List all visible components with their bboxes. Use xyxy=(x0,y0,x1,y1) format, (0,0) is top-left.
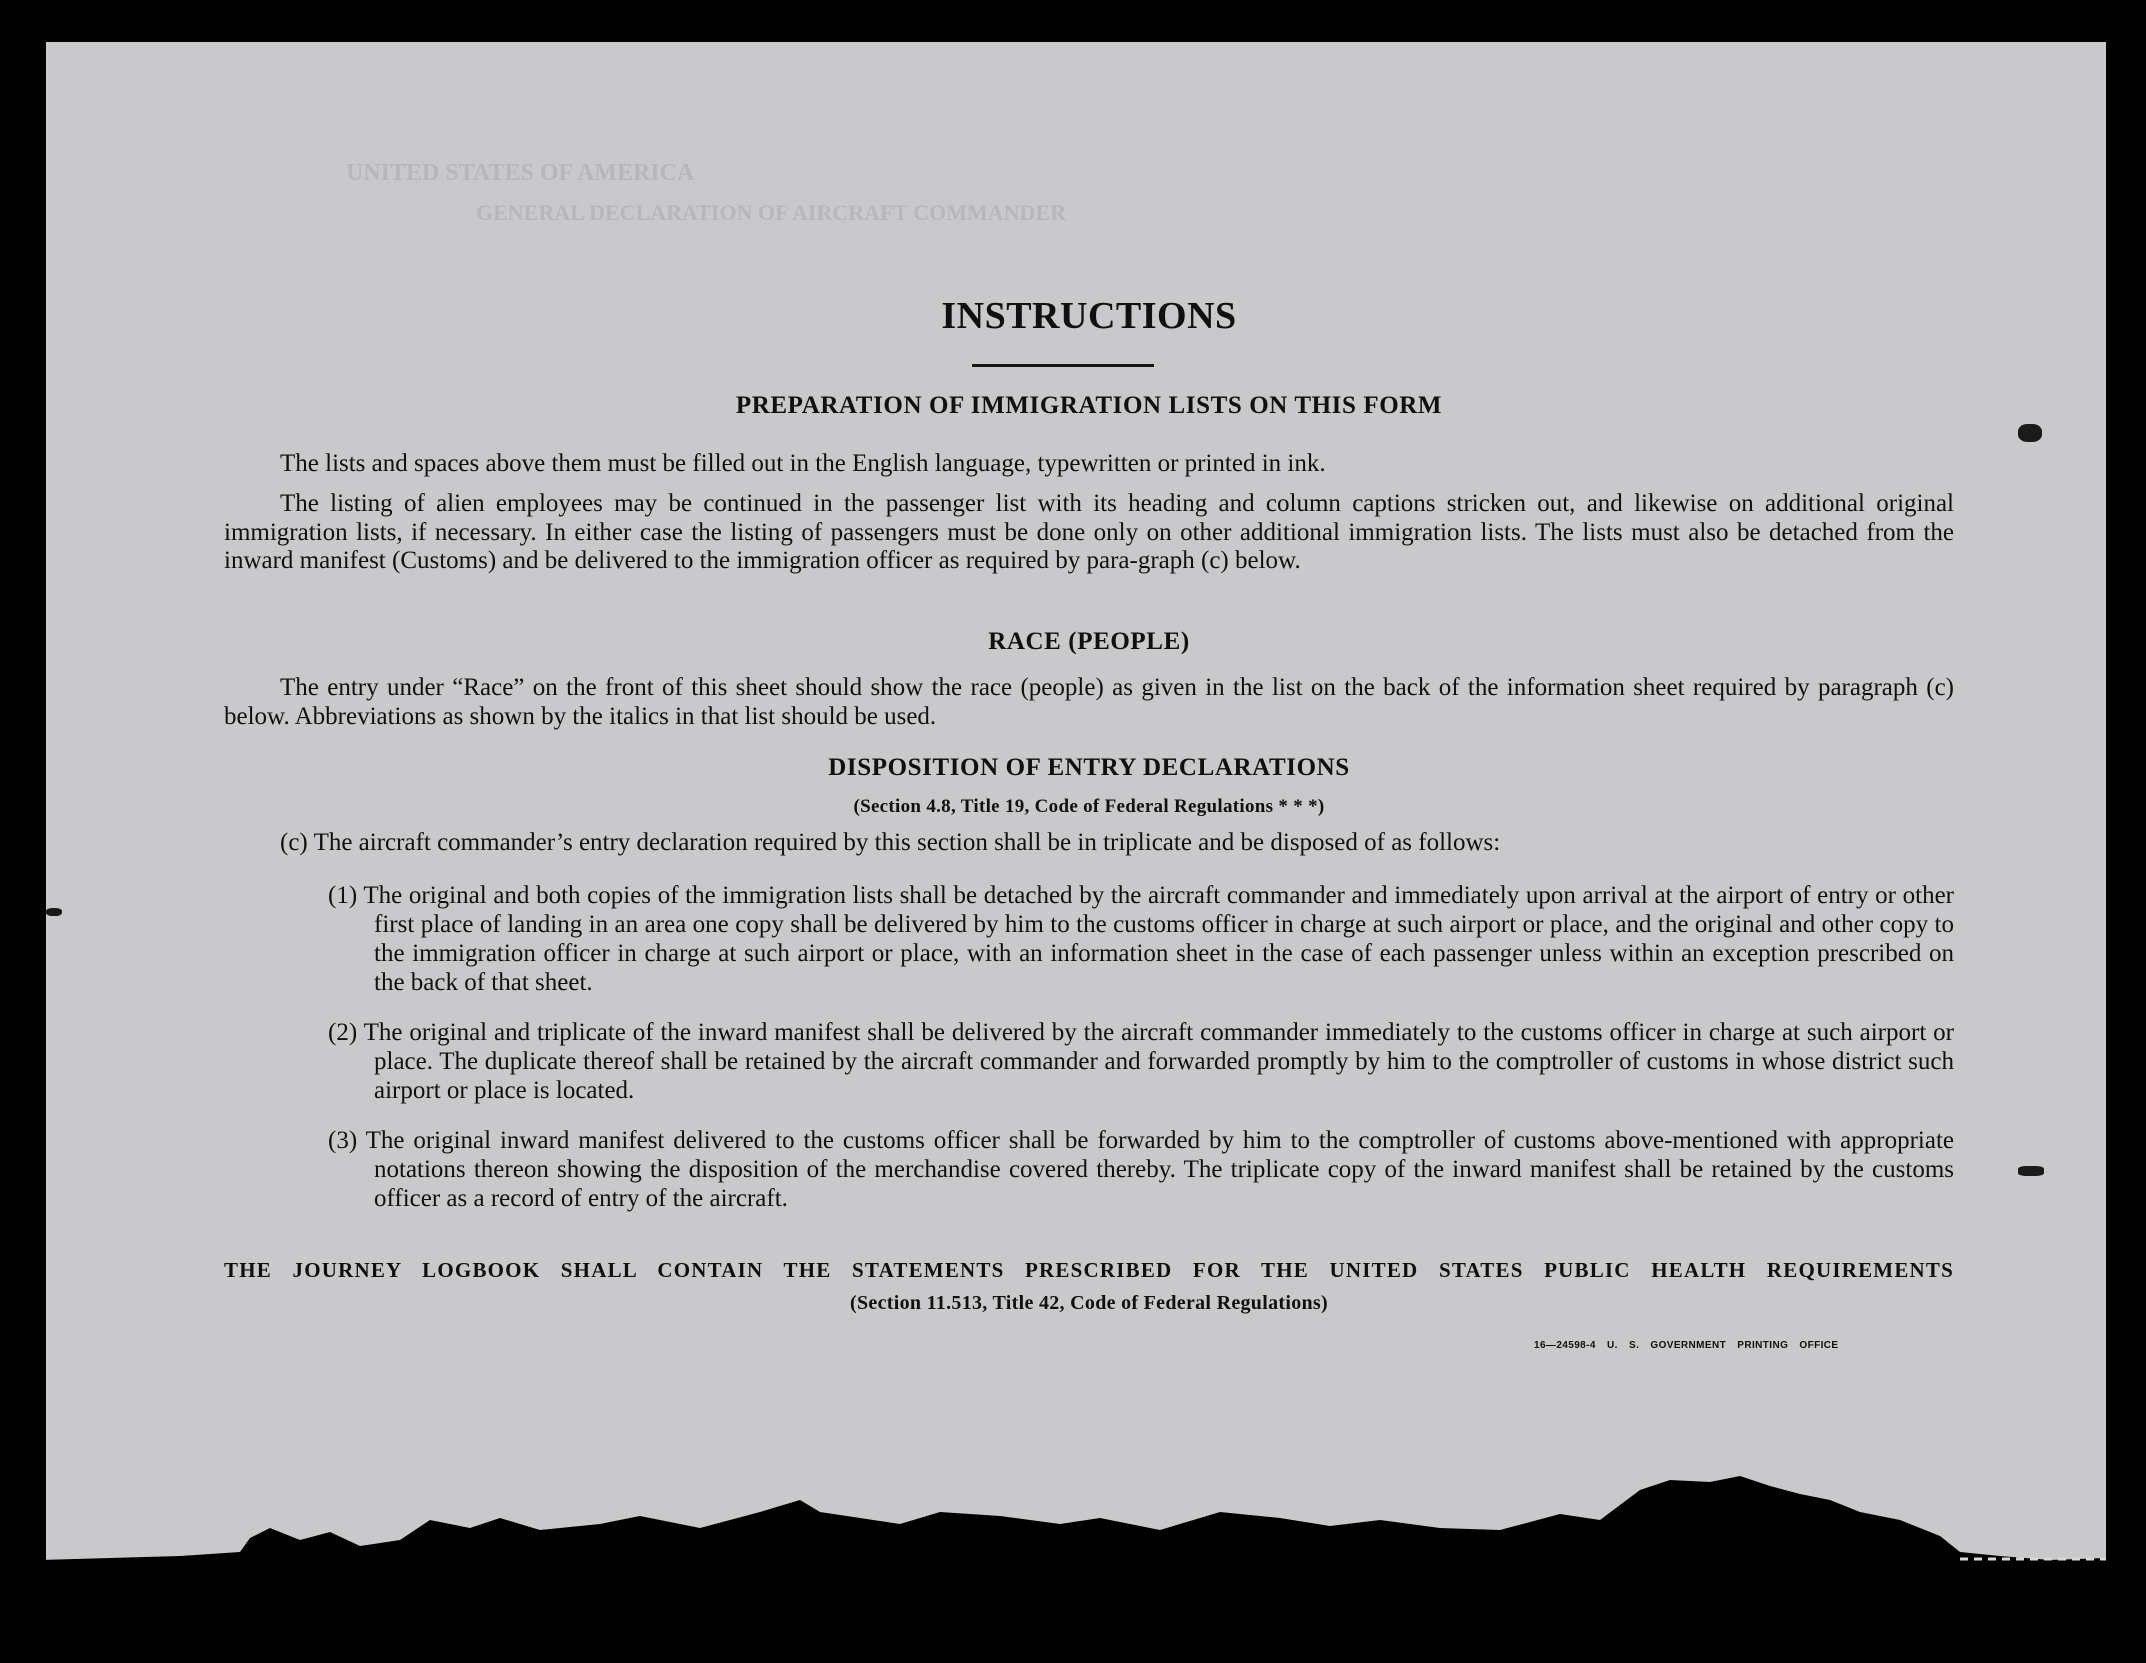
list-item-text: The original and both copies of the immigration lists shall be detached by the aircraft commander and immediately upon arrival at the airport of entry or other first place of landing in an area one copy shall be delivered by him to the customs officer in charge at such airport or place, and the original and other copy to the immigration officer in charge at such airport or place, with an information sheet in the case of each passenger unless within an exception prescribed on the back of that sheet. xyxy=(363,882,1954,996)
preparation-heading: PREPARATION OF IMMIGRATION LISTS ON THIS FORM xyxy=(735,392,1443,419)
disposition-heading: DISPOSITION OF ENTRY DECLARATIONS xyxy=(828,754,1350,781)
list-item-body xyxy=(328,881,1954,997)
list-item xyxy=(328,1126,1954,1213)
intro-text: The aircraft commander’s entry declaration required by this section shall be in triplicate and be disposed of as follows: xyxy=(313,829,1501,856)
list-item xyxy=(328,881,1954,997)
list-item-text: The original inward manifest delivered to the customs officer shall be forwarded by him to the comptroller of customs above-mentioned with appropriate notations thereon showing the disposition of the merchandise covered thereby. The triplicate copy of the inward manifest shall be retained by the customs officer as a record of entry of the aircraft. xyxy=(365,1127,1954,1212)
disposition-intro xyxy=(224,828,1954,857)
intro-label: (c) xyxy=(280,829,308,856)
logbook-statement: THE JOURNEY LOGBOOK SHALL CONTAIN THE STATEMENTS PRESCRIBED FOR THE UNITED STATES PUBLIC HEALTH REQUIREMENTS xyxy=(224,1258,1954,1282)
page-title: INSTRUCTIONS xyxy=(941,295,1237,337)
logbook-citation: (Section 11.513, Title 42, Code of Federal Regulations) xyxy=(850,1292,1328,1314)
list-item-number: (1) xyxy=(328,882,358,909)
form-number: 16—24598‑4 xyxy=(1534,1340,1596,1351)
preparation-paragraph-1: The lists and spaces above them must be filled out in the English language, typewritten or printed in ink. xyxy=(280,450,1326,477)
list-item-number: (2) xyxy=(328,1019,358,1046)
printer-imprint xyxy=(1534,1340,1839,1351)
disposition-citation: (Section 4.8, Title 19, Code of Federal Regulations * * *) xyxy=(853,796,1325,817)
bleed-through-text: GENERAL DECLARATION OF AIRCRAFT COMMANDER xyxy=(476,200,1066,225)
bleed-through-text: UNITED STATES OF AMERICA xyxy=(346,160,695,186)
ink-blot xyxy=(2018,1166,2044,1176)
document-page xyxy=(46,42,2106,1572)
list-item-body xyxy=(328,1126,1954,1213)
race-paragraph: The entry under “Race” on the front of this sheet should show the race (people) as given in the list on the back of the information sheet required by paragraph (c) below. Abbreviations as shown by the italics in that list should be used. xyxy=(224,674,1954,730)
title-underline xyxy=(972,364,1154,367)
preparation-paragraph-2: The listing of alien employees may be continued in the passenger list with its heading and column captions stricken out, and likewise on additional original immigration lists, if necessary. In either case the listing of passengers must be done only on other additional immigration lists. The lists must also be detached from the inward manifest (Customs) and be delivered to the immigration officer as required by para-graph (c) below. xyxy=(224,490,1954,574)
list-item-text: The original and triplicate of the inward manifest shall be delivered by the aircraft commander immediately to the customs officer in charge at such airport or place. The duplicate thereof shall be retained by the aircraft commander and forwarded promptly by him to the comptroller of customs in whose district such airport or place is located. xyxy=(363,1019,1954,1104)
list-item-body xyxy=(328,1018,1954,1105)
ink-blot xyxy=(2018,424,2042,442)
printer-name: U. S. GOVERNMENT PRINTING OFFICE xyxy=(1607,1340,1839,1351)
list-item-number: (3) xyxy=(328,1127,358,1154)
ink-mark xyxy=(46,908,62,916)
race-heading: RACE (PEOPLE) xyxy=(988,628,1190,655)
list-item xyxy=(328,1018,1954,1105)
